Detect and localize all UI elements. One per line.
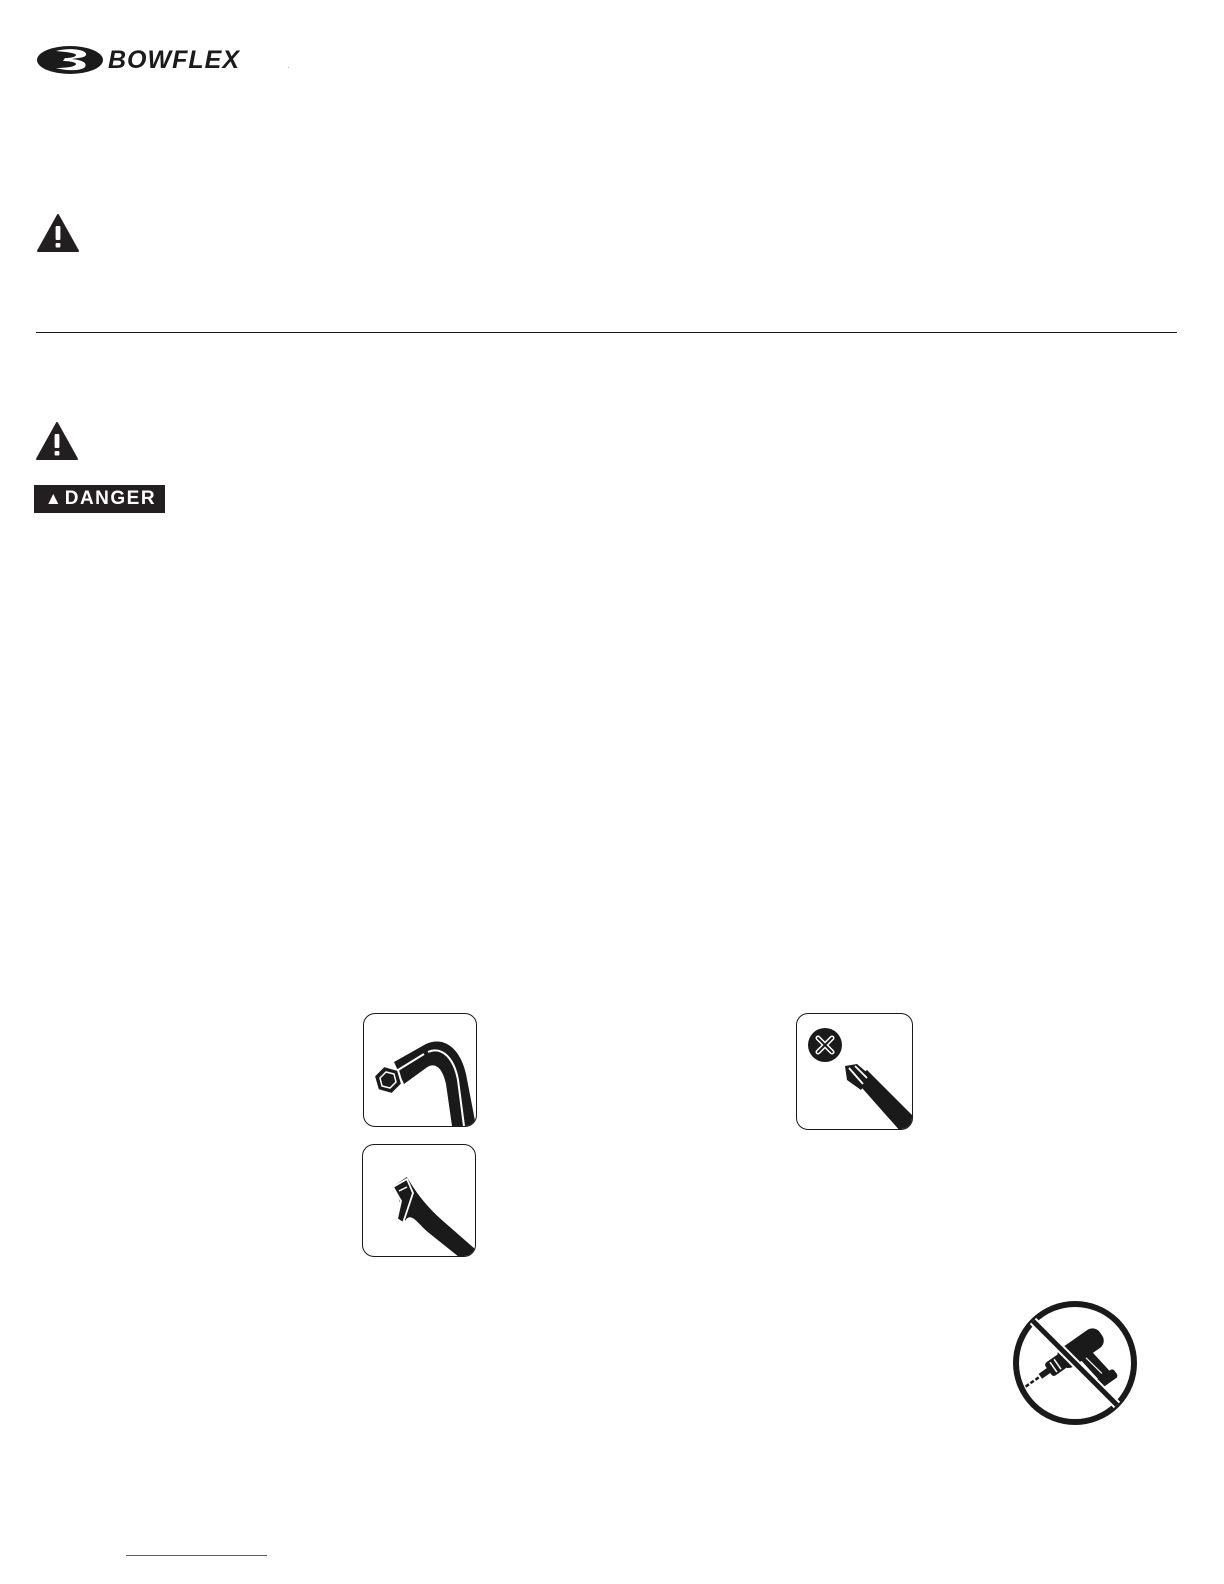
bowflex-swirl-icon: [36, 42, 106, 78]
danger-label: DANGER: [64, 488, 157, 509]
logo-wordmark: BOWFLEX: [108, 46, 240, 74]
bowflex-logo: [36, 42, 296, 78]
warning-triangle-icon: [35, 421, 79, 461]
logo-trademark-mark: .: [288, 64, 290, 70]
tool-tile-hex-key: [363, 1013, 477, 1127]
tool-tile-flat-screwdriver: [362, 1144, 476, 1257]
flat-screwdriver-icon: [363, 1145, 475, 1256]
hex-key-icon: [364, 1014, 476, 1126]
phillips-screwdriver-icon: [797, 1014, 912, 1129]
danger-triangle-icon: ▲: [44, 489, 62, 508]
warning-triangle-icon: [36, 213, 80, 253]
no-power-drill-icon: [1011, 1299, 1139, 1427]
danger-badge: [34, 485, 165, 513]
footer-link-underline[interactable]: [126, 1555, 267, 1556]
section-divider: [36, 332, 1177, 333]
tool-tile-phillips-screwdriver: [796, 1013, 913, 1130]
